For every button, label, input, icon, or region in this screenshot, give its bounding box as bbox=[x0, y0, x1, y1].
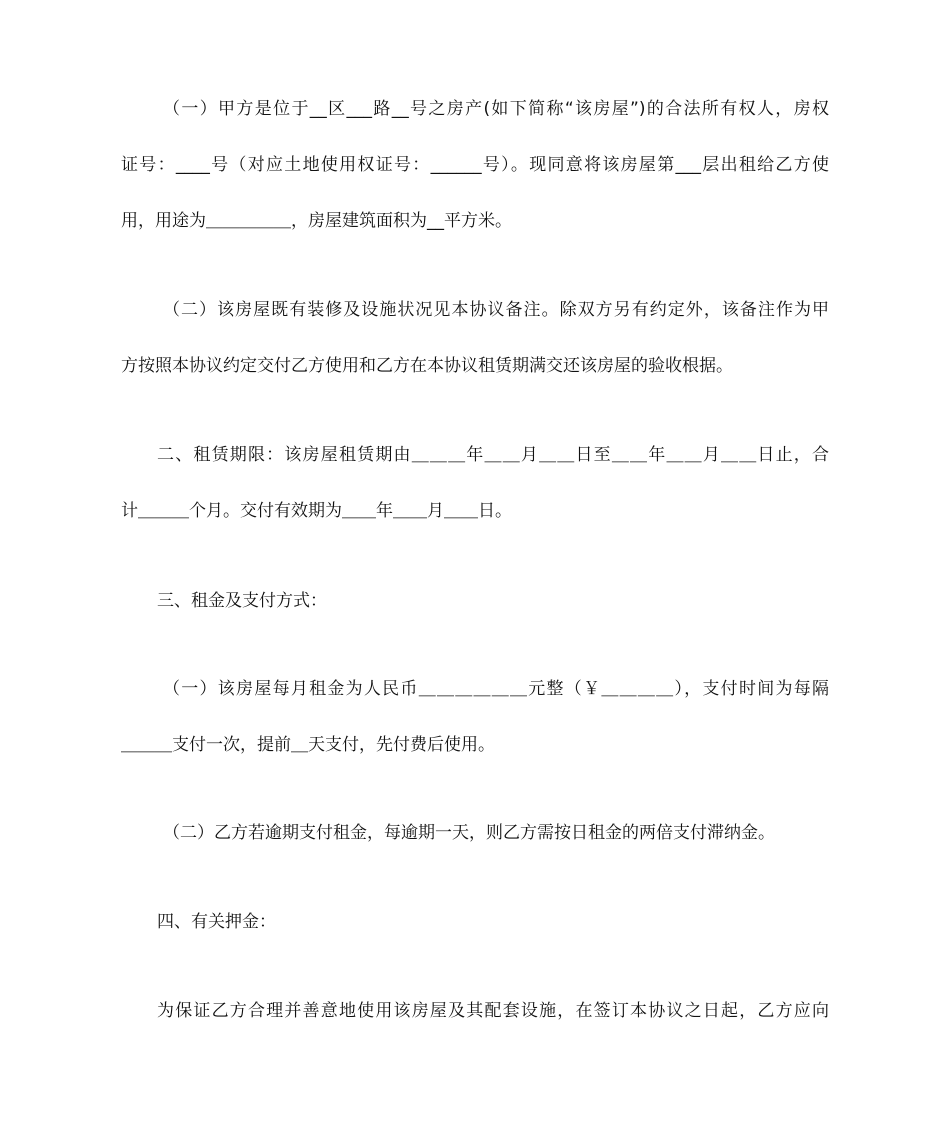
clause-1-line-2: 证号：____号（对应土地使用权证号：______号）。现同意将该房屋第___层出租给乙方使 bbox=[121, 155, 829, 175]
clause-1-line-1: （一）甲方是位于__区___路__号之房产(如下简称“该房屋”)的合法所有权人，房权 bbox=[163, 99, 829, 119]
lease-term-line-1: 二、租赁期限：该房屋租赁期由＿＿＿年＿＿月＿＿日至＿＿年＿＿月＿＿日止，合 bbox=[157, 445, 829, 465]
deposit-heading: 四、有关押金： bbox=[157, 912, 276, 932]
clause-2-line-2: 方按照本协议约定交付乙方使用和乙方在本协议租赁期满交还该房屋的验收根据。 bbox=[121, 356, 733, 376]
rent-clause-1-line-1: （一）该房屋每月租金为人民币＿＿＿＿＿＿元整（￥＿＿＿＿），支付时间为每隔 bbox=[163, 679, 829, 699]
lease-term-line-2: 计＿＿＿个月。交付有效期为＿＿年＿＿月＿＿日。 bbox=[121, 501, 512, 521]
clause-2-line-1: （二）该房屋既有装修及设施状况见本协议备注。除双方另有约定外，该备注作为甲 bbox=[163, 300, 829, 320]
clause-1-line-3: 用，用途为＿＿＿＿＿，房屋建筑面积为__平方米。 bbox=[121, 211, 512, 231]
rent-heading: 三、租金及支付方式： bbox=[157, 591, 327, 611]
deposit-paragraph-line-1: 为保证乙方合理并善意地使用该房屋及其配套设施，在签订本协议之日起，乙方应向 bbox=[157, 1001, 829, 1021]
rent-clause-1-line-2: ＿＿＿支付一次，提前＿天支付，先付费后使用。 bbox=[121, 735, 495, 755]
rent-clause-2: （二）乙方若逾期支付租金，每逾期一天，则乙方需按日租金的两倍支付滞纳金。 bbox=[163, 823, 775, 843]
